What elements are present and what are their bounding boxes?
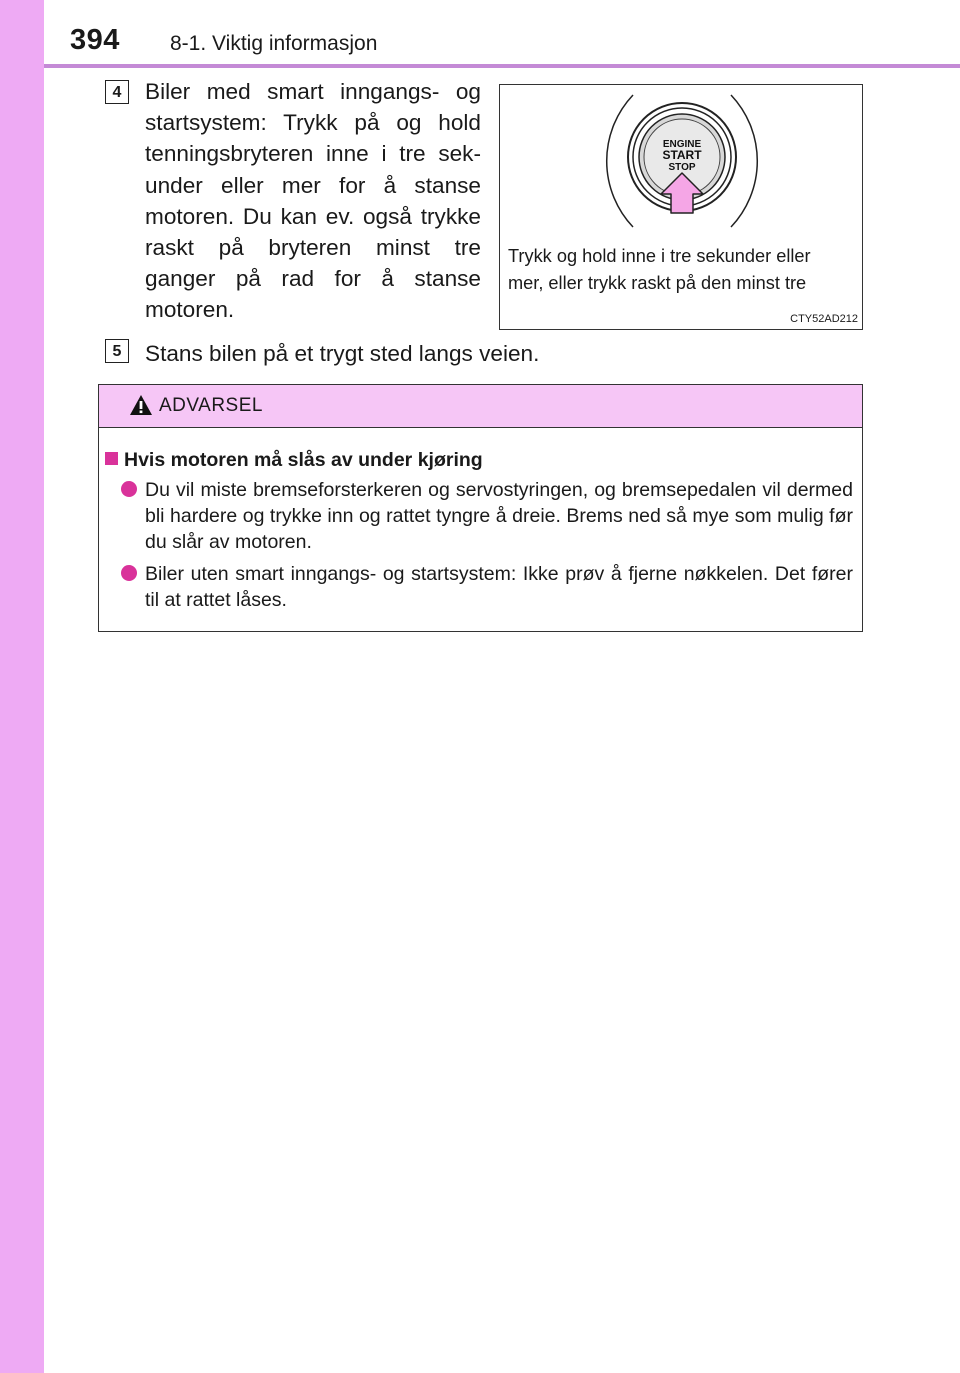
warning-bullet-1-text: Du vil miste bremseforsterkeren og servostyringen, og bremsepedalen vil dermed bli hardere og trykke inn og rattet tyngre å dreie. Brems ned så mye som mulig før du slår av motoren. [145,479,853,553]
round-bullet-icon [121,481,137,497]
warning-bullet-2 [125,561,853,613]
button-label-stop: STOP [668,162,696,173]
warning-triangle-icon [129,394,153,416]
figure-caption-line-2: mer, eller trykk raskt på den minst tre [508,273,807,293]
button-label-start: START [662,148,702,162]
figure-caption [508,243,858,297]
step-number-4: 4 [105,80,129,104]
engine-button-illustration [499,84,863,330]
step-5-text: Stans bilen på et trygt sted langs veien. [145,341,540,366]
step-4-text: Biler med smart inngangs- og startsystem: Trykk på og hold tenningsbryteren inne i tre sek- under eller mer for å stanse motoren. Du kan ev. også trykke raskt på bryteren minst tre ganger på rad for å stanse motoren. [145,79,481,323]
page-number: 394 [70,24,120,56]
warning-subheading-text: Hvis motoren må slås av under kjøring [124,449,483,471]
section-title: 8-1. Viktig informasjon [170,32,378,55]
button-label-engine: ENGINE [662,139,702,150]
step-number-5: 5 [105,339,129,363]
round-bullet-icon [121,565,137,581]
warning-subheading [105,449,483,472]
side-color-strip [0,0,44,1373]
figure-code: CTY52AD212 [790,313,858,325]
header-divider [44,64,960,68]
warning-bullet-1 [125,477,853,555]
warning-title: ADVARSEL [159,395,263,416]
warning-header [99,385,862,428]
warning-box [98,384,863,632]
warning-bullet-2-text: Biler uten smart inngangs- og startsystem: Ikke prøv å fjerne nøkkelen. Det fører til at rattet låses. [145,563,853,611]
square-bullet-icon [105,452,118,465]
figure-caption-line-1: Trykk og hold inne i tre sekunder eller [508,246,811,266]
